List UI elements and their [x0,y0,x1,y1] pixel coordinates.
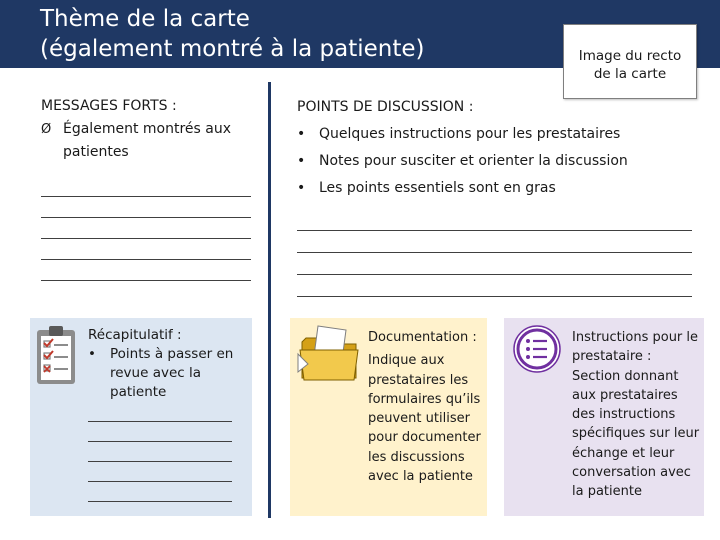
discussion-points-heading: POINTS DE DISCUSSION : [297,99,474,115]
blank-line [297,253,692,275]
recap-blank-lines [88,402,248,502]
blank-line [297,209,692,231]
image-placeholder-line-1: Image du recto [578,47,682,64]
documentation-box [290,318,487,516]
column-divider [268,82,271,518]
title-line-2: (également montré à la patiente) [40,36,425,62]
blank-line [297,231,692,253]
list-item [297,121,692,148]
recap-title: Récapitulatif : [88,327,182,343]
discussion-points-list [297,121,692,202]
instructions-text: Section donnant aux prestataires des instructions spécifiques sur leur échange et leur conversation avec la patiente [572,368,700,500]
instructions-box [504,318,704,516]
list-item-text: Les points essentiels sont en gras [319,180,556,196]
discussion-blank-lines [297,209,692,297]
blank-line [88,422,232,442]
list-item [297,148,692,175]
list-item-text: Quelques instructions pour les prestataires [319,126,621,142]
recap-bullet [88,345,248,402]
bullet-dot-icon: • [297,126,306,142]
key-messages-section [41,94,251,281]
blank-line [88,482,232,502]
bullet-dot-icon: • [297,180,306,196]
title-line-1: Thème de la carte [40,6,250,32]
key-messages-blank-lines [41,176,251,281]
blank-line [41,197,251,218]
blank-line [297,275,692,297]
list-item [297,175,692,202]
arrow-bullet-icon: Ø [41,122,52,137]
page-title [40,4,424,64]
image-placeholder-line-2: de la carte [593,65,667,82]
blank-line [41,239,251,260]
recap-content [88,326,248,502]
blank-line [88,442,232,462]
list-item-text: Notes pour susciter et orienter la discussion [319,153,628,169]
documentation-text: Indique aux prestataires les formulaires qu’ils peuvent utiliser pour documenter les discussions avec la patiente [368,353,481,485]
bullet-dot-icon: • [88,346,96,362]
documentation-content [368,328,484,486]
key-messages-bullet-text: Également montrés aux patientes [63,121,231,160]
blank-line [41,260,251,281]
blank-line [88,402,232,422]
recap-bullet-text: Points à passer en revue avec la patiente [110,346,234,400]
recap-box [30,318,252,516]
list-circle-icon [512,324,562,374]
key-messages-heading: MESSAGES FORTS : [41,98,177,114]
blank-line [41,176,251,197]
folder-icon [296,320,362,386]
documentation-title: Documentation : [368,330,477,345]
discussion-points-section [297,94,692,297]
key-messages-bullet [41,118,251,164]
clipboard-checklist-icon [34,322,78,386]
bullet-dot-icon: • [297,153,306,169]
instructions-title: Instructions pour le prestataire : [572,330,699,365]
blank-line [88,462,232,482]
blank-line [41,218,251,239]
instructions-content [572,328,704,502]
card-front-image-placeholder [563,24,697,99]
